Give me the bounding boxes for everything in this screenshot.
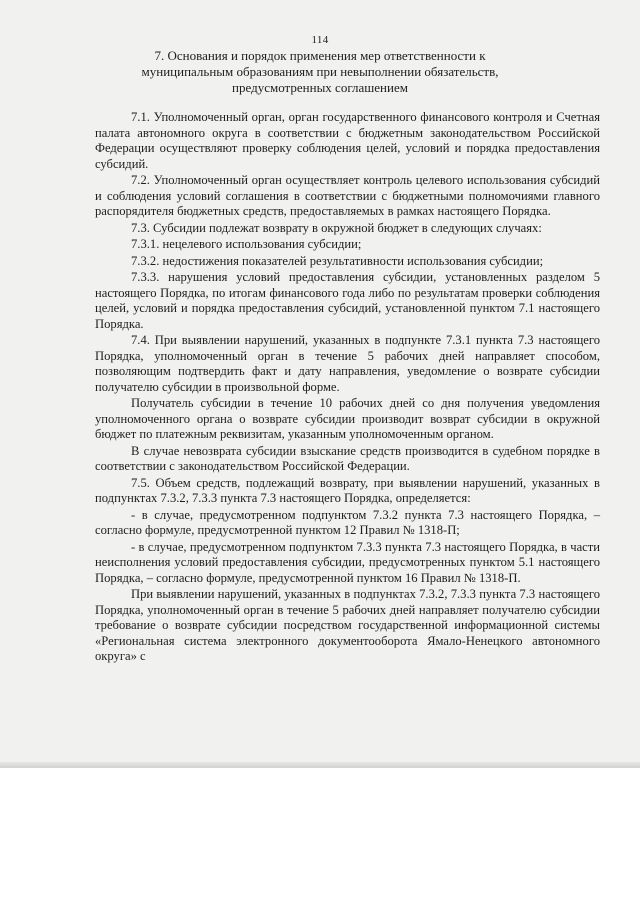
page-number: 114 [311, 34, 329, 46]
paragraph-7-3-1: 7.3.1. нецелевого использования субсидии; [131, 237, 362, 251]
paragraph-refund-demand: При выявлении нарушений, указанных в подпунктах 7.3.2, 7.3.3 пункта 7.3 настоящего Порядка, уполномоченный орган в течение 5 рабочих дней направляет получателю субсидии требование о возврате субсидии посредством государственной информационной системы «Региональная система электронного документооборота Ямало-Ненецкого автономного округа» с [95, 587, 600, 663]
blank-background [0, 768, 640, 905]
document-body [95, 110, 600, 665]
paragraph-court-recovery: В случае невозврата субсидии взыскание средств производится в судебном порядке в соответствии с законодательством Российской Федерации. [95, 443, 600, 473]
paragraph-case-7-3-3: - в случае, предусмотренном подпунктом 7.3.3 пункта 7.3 настоящего Порядка, в части неисполнения условий предоставления субсидии, предусмотренных пунктом 5.1 настоящего Порядка, – согласно формуле, предусмотренной пунктом 16 Правил № 1318-П. [95, 539, 600, 585]
paragraph-7-3-3: 7.3.3. нарушения условий предоставления субсидии, установленных разделом 5 настоящего Порядка, по итогам финансового года либо по результатам проверки соблюдения целей, условий и порядка предоставления субсидий, установленной пунктом 7.1 настоящего Порядка. [95, 270, 600, 331]
paragraph-7-2: 7.2. Уполномоченный орган осуществляет контроль целевого использования субсидий и соблюдения условий соглашения в соответствии с бюджетными полномочиями главного распорядителя бюджетных средств, предоставляемых в рамках настоящего Порядка. [95, 173, 600, 218]
paragraph-7-5: 7.5. Объем средств, подлежащий возврату, при выявлении нарушений, указанных в подпунктах 7.3.2, 7.3.3 пункта 7.3 настоящего Порядка, определяется: [95, 475, 600, 505]
section-heading: 7. Основания и порядок применения мер ответственности к муниципальным образованиям при невыполнении обязательств, предусмотренных соглашением [141, 48, 499, 95]
paragraph-case-7-3-2: - в случае, предусмотренном подпунктом 7.3.2 пункта 7.3 настоящего Порядка, – согласно формуле, предусмотренной пунктом 12 Правил № 1318-П; [95, 507, 600, 537]
paragraph-7-4: 7.4. При выявлении нарушений, указанных в подпункте 7.3.1 пункта 7.3 настоящего Порядка, уполномоченный орган в течение 5 рабочих дней направляет способом, позволяющим подтвердить факт и дату направления, уведомление о возврате субсидии получателю субсидии в произвольной форме. [95, 333, 600, 394]
paragraph-7-3: 7.3. Субсидии подлежат возврату в окружной бюджет в следующих случаях: [131, 220, 542, 235]
paragraph-refund-deadline: Получатель субсидии в течение 10 рабочих дней со дня получения уведомления уполномоченного органа о возврате субсидии производит возврат субсидии в окружной бюджет по платежным реквизитам, указанным уполномоченным органом. [95, 396, 600, 441]
paragraph-7-1: 7.1. Уполномоченный орган, орган государственного финансового контроля и Счетная палата автономного округа в соответствии с бюджетным законодательством Российской Федерации осуществляют проверку соблюдения целей, условий и порядка предоставления субсидий. [95, 110, 600, 171]
paragraph-7-3-2: 7.3.2. недостижения показателей результативности использования субсидии; [131, 253, 544, 268]
